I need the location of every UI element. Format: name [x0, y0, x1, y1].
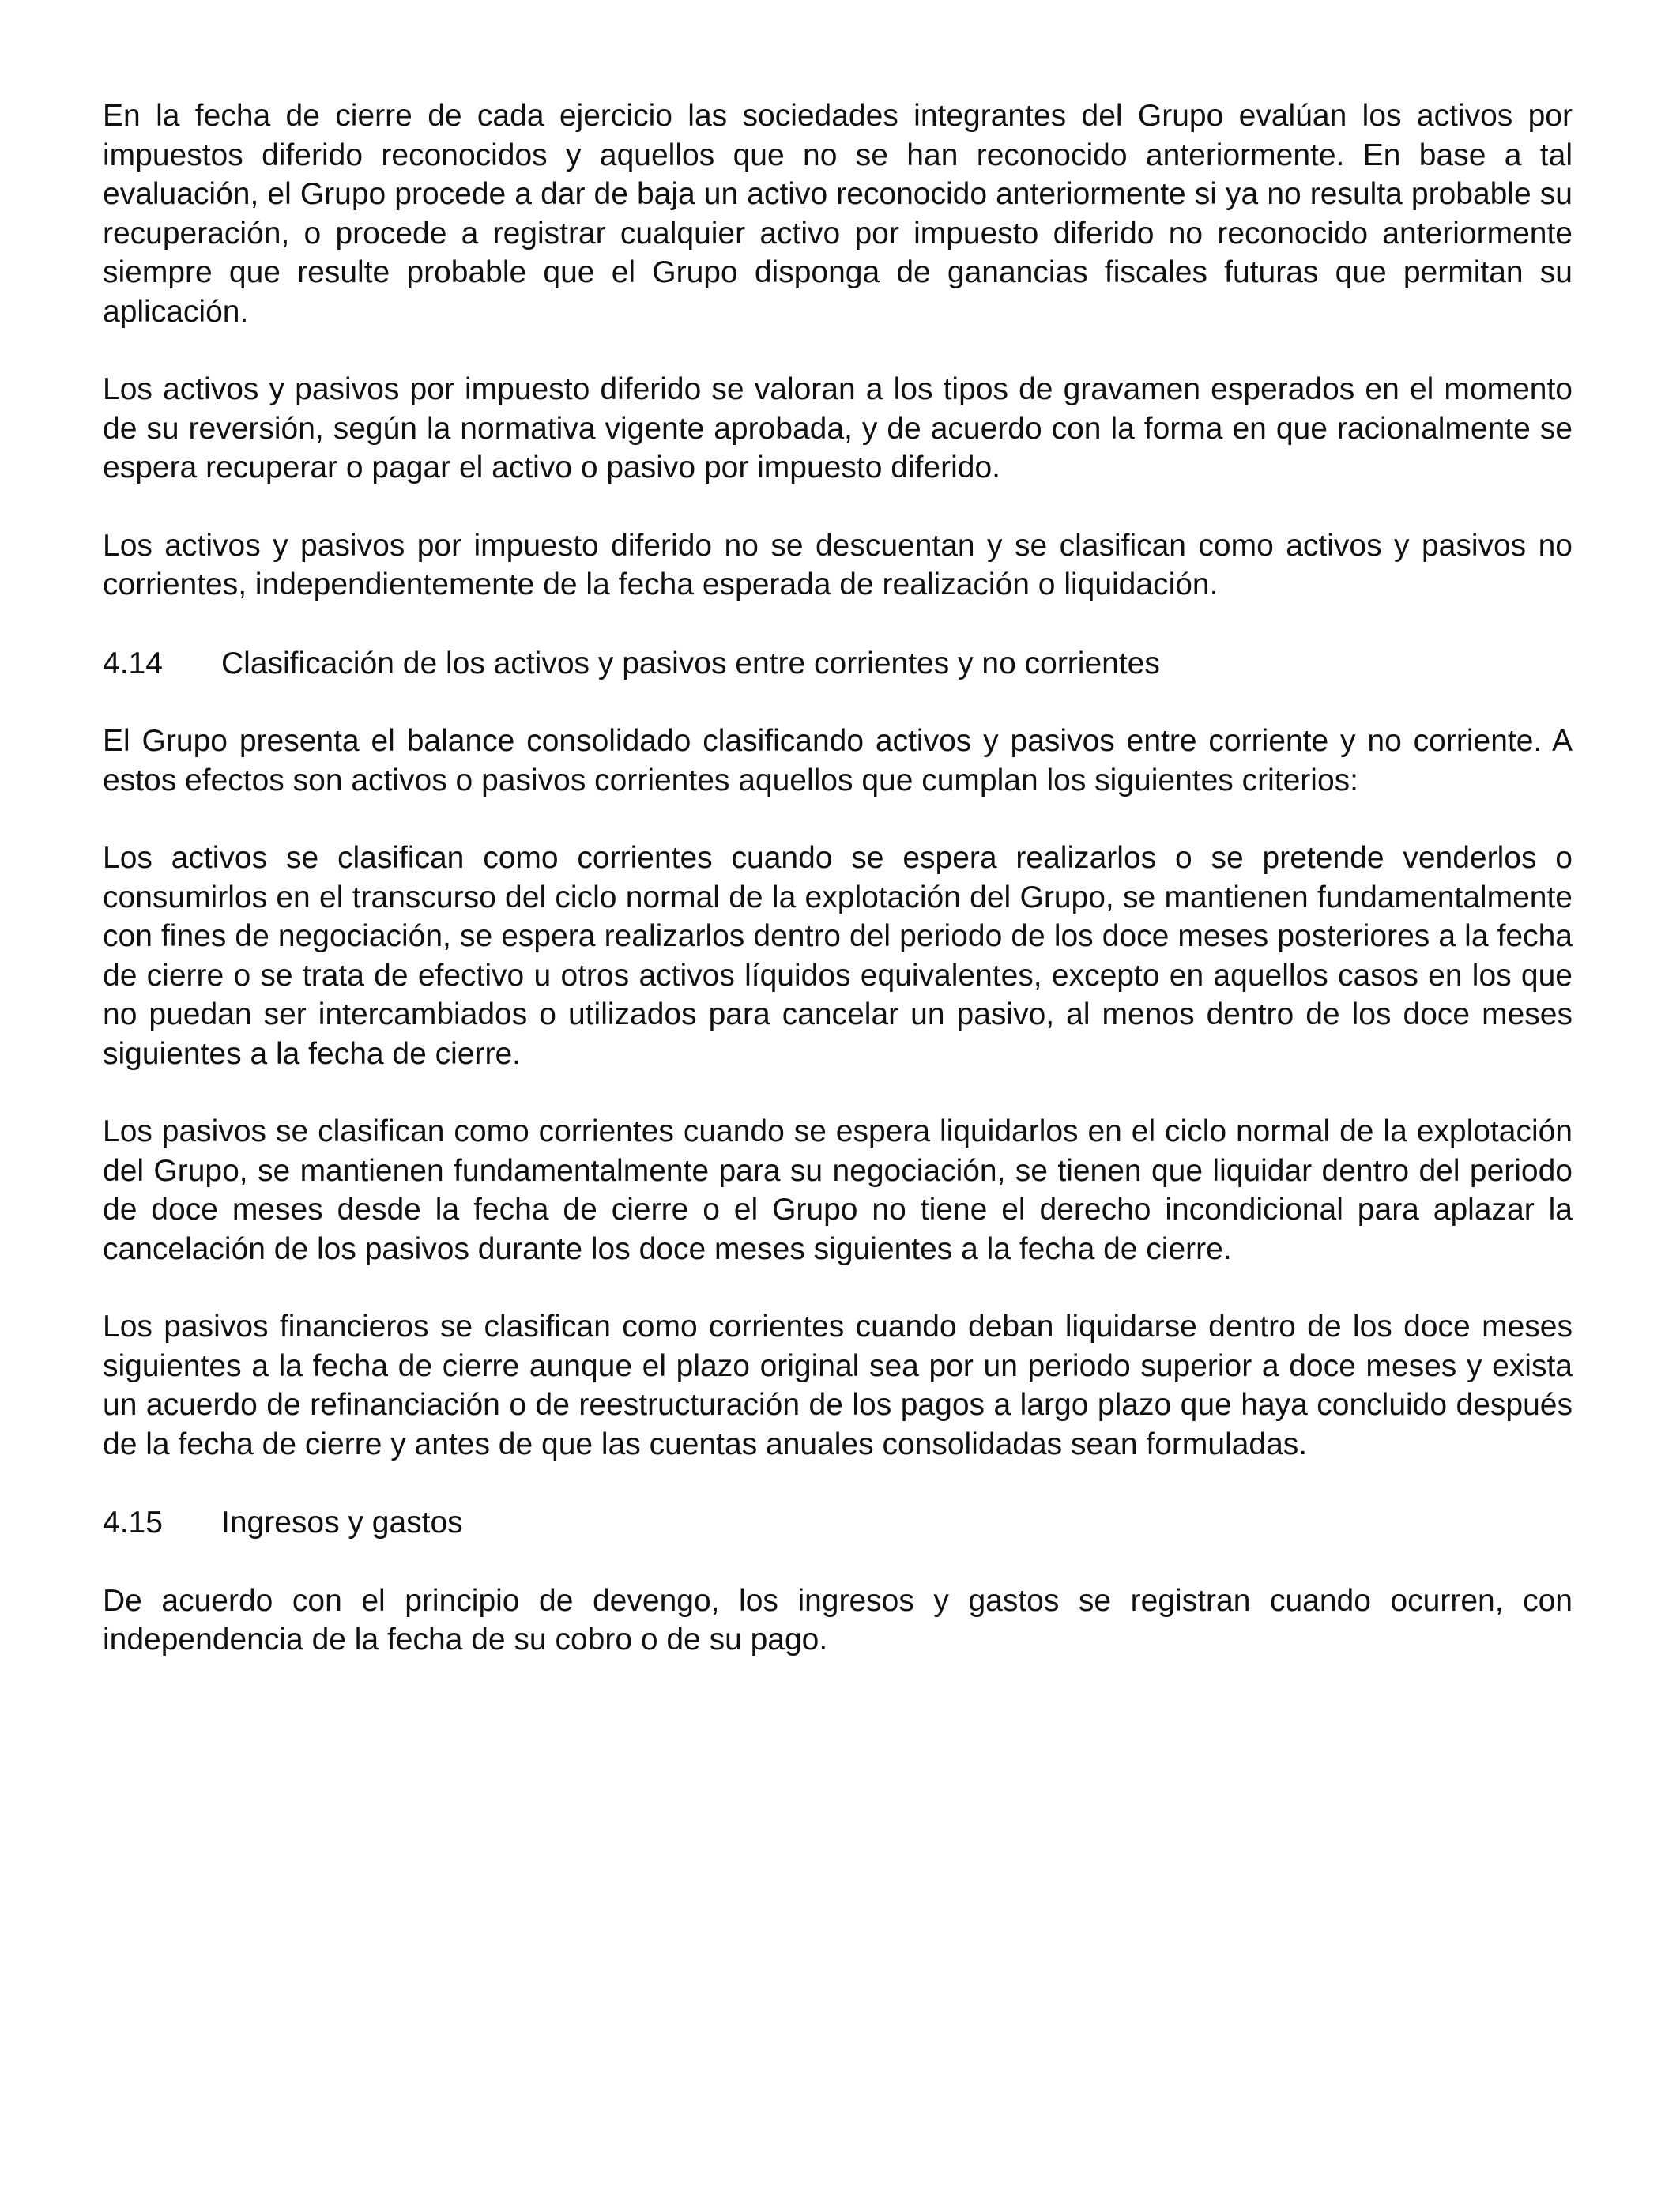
paragraph-deferred-tax-classification: Los activos y pasivos por impuesto diferido no se descuentan y se clasifican como activos y pasivos no corrientes, independientemente de la fecha esperada de realización o liquidación.: [103, 528, 1573, 601]
section-heading-4-15: [103, 1503, 1573, 1543]
section-heading-4-14: [103, 644, 1573, 684]
paragraph-accrual-principle: De acuerdo con el principio de devengo, los ingresos y gastos se registran cuando ocurren, con independencia de la fecha de su cobro o de su pago.: [103, 1583, 1573, 1657]
section-title: Ingresos y gastos: [221, 1506, 463, 1540]
paragraph-current-assets: Los activos se clasifican como corrientes cuando se espera realizarlos o se pretende venderlos o consumirlos en el transcurso del ciclo normal de la explotación del Grupo, se mantienen fundamentalmente con fines de negociación, se espera realizarlos dentro del periodo de los doce meses posteriores a la fecha de cierre o se trata de efectivo u otros activos líquidos equivalentes, excepto en aquellos casos en los que no puedan ser intercambiados o utilizados para cancelar un pasivo, al menos dentro de los doce meses siguientes a la fecha de cierre.: [103, 841, 1573, 1071]
paragraph-deferred-tax-evaluation: En la fecha de cierre de cada ejercicio las sociedades integrantes del Grupo evalúan los activos por impuestos diferido reconocidos y aquellos que no se han reconocido anteriormente. En base a tal evaluación, el Grupo procede a dar de baja un activo reconocido anteriormente si ya no resulta probable su recuperación, o procede a registrar cualquier activo por impuesto diferido no reconocido anteriormente siempre que resulte probable que el Grupo disponga de ganancias fiscales futuras que permitan su aplicación.: [103, 99, 1573, 329]
paragraph-financial-liabilities: Los pasivos financieros se clasifican como corrientes cuando deban liquidarse dentro de los doce meses siguientes a la fecha de cierre aunque el plazo original sea por un periodo superior a doce meses y exista un acuerdo de refinanciación o de reestructuración de los pagos a largo plazo que haya concluido después de la fecha de cierre y antes de que las cuentas anuales consolidadas sean formuladas.: [103, 1310, 1573, 1461]
document-page: [103, 96, 1573, 1698]
paragraph-current-liabilities: Los pasivos se clasifican como corrientes cuando se espera liquidarlos en el ciclo normal de la explotación del Grupo, se mantienen fundamentalmente para su negociación, se tienen que liquidar dentro del periodo de doce meses desde la fecha de cierre o el Grupo no tiene el derecho incondicional para aplazar la cancelación de los pasivos durante los doce meses siguientes a la fecha de cierre.: [103, 1114, 1573, 1266]
section-number: 4.14: [103, 646, 163, 680]
section-title: Clasificación de los activos y pasivos entre corrientes y no corrientes: [221, 646, 1160, 680]
paragraph-balance-classification: El Grupo presenta el balance consolidado clasificando activos y pasivos entre corriente y no corriente. A estos efectos son activos o pasivos corrientes aquellos que cumplan los siguientes criterios:: [103, 724, 1573, 797]
paragraph-deferred-tax-valuation: Los activos y pasivos por impuesto diferido se valoran a los tipos de gravamen esperados en el momento de su reversión, según la normativa vigente aprobada, y de acuerdo con la forma en que racionalmente se espera recuperar o pagar el activo o pasivo por impuesto diferido.: [103, 372, 1573, 484]
section-number: 4.15: [103, 1506, 163, 1540]
